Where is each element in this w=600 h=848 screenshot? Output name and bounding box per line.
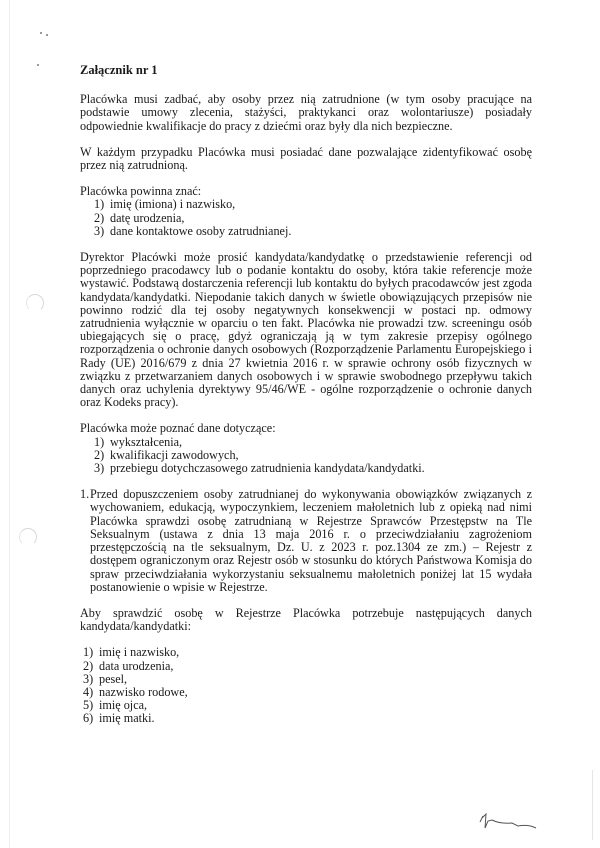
document-title: Załącznik nr 1 bbox=[80, 63, 158, 77]
paragraph-qualifications: Placówka musi zadbać, aby osoby przez nią zatrudnione (w tym osoby pracujące na podstawie umowy zlecenia, stażyści, praktykanci oraz wolontariusze) posiadały odpowiednie kwalifikacje do pracy z dziećmi oraz były dla nich bezpieczne. bbox=[80, 92, 532, 133]
list-item: 1) imię i nazwisko, bbox=[83, 645, 180, 660]
list-item: 1) wykształcenia, bbox=[94, 434, 183, 449]
numbered-paragraph-register-check: 1. Przed dopuszczeniem osoby zatrudnianej do wykonywania obowiązków związanych z wychowaniem, edukacją, wypoczynkiem, leczeniem małoletnich lub z opieką nad nimi Placówka sprawdzi osobę zatrudnianą w Rejestrze Sprawców Przestępstw na Tle Seksualnym (ustawa z dnia 13 maja 2016 r. o przeciwdziałaniu zagrożeniom przestępczością na tle seksualnym, Dz. U. z 2023 r. poz.1304 ze zm.) – Rejestr z dostępem ograniczonym oraz Rejestr osób w stosunku do których Państwowa Komisja do spraw przeciwdziałania wykorzystaniu seksualnemu małoletnich poniżej lat 15 wydała postanowienie o wpisie w Rejestrze. bbox=[80, 487, 532, 594]
paragraph-should-know-intro: Placówka powinna znać: bbox=[80, 184, 202, 199]
list-item: 3) pesel, bbox=[83, 671, 128, 686]
scan-speck bbox=[46, 34, 48, 36]
list-item: 2) data urodzenia, bbox=[83, 658, 174, 673]
document-body bbox=[80, 64, 532, 726]
scan-speck bbox=[37, 64, 39, 66]
scan-page-edge bbox=[9, 0, 10, 848]
list-item: 1) imię (imiona) i nazwisko, bbox=[94, 197, 236, 212]
paragraph-references: Dyrektor Placówki może prosić kandydata/kandydatkę o przedstawienie referencji od poprzedniego pracodawcy lub o podanie kontaktu do osoby, która takie referencje może wystawić. Podstawą dostarczenia referencji lub kontaktu do byłych pracodawców jest zgoda kandydata/kandydatki. Niepodanie takich danych w świetle obowiązujących przepisów nie powinno rodzić dla tej osoby negatywnych konsekwencji w postaci np. odmowy zatrudnienia wyłącznie w oparciu o ten fakt. Placówka nie prowadzi tzw. screeningu osób ubiegających się o pracę, gdyż ograniczają ją w tym zakresie przepisy ogólnego rozporządzenia o ochronie danych osobowych (Rozporządzenie Parlamentu Europejskiego i Rady (UE) 2016/679 z dnia 27 kwietnia 2016 r. w sprawie ochrony osób fizycznych w związku z przetwarzaniem danych osobowych i w sprawie swobodnego przepływu takich danych oraz uchylenia dyrektywy 95/46/WE - ogólne rozporządzenie o ochronie danych oraz Kodeks pracy). bbox=[80, 250, 532, 410]
list-may-know bbox=[80, 436, 532, 476]
punch-hole-mark bbox=[26, 294, 44, 312]
list-item: 2) kwalifikacji zawodowych, bbox=[94, 447, 239, 462]
signature-initials-icon bbox=[478, 812, 548, 841]
list-item: 3) dane kontaktowe osoby zatrudnianej. bbox=[94, 223, 292, 238]
list-register-data bbox=[80, 646, 532, 725]
paragraph-identification: W każdym przypadku Placówka musi posiadać dane pozwalające zidentyfikować osobę przez nią zatrudnioną. bbox=[80, 144, 532, 173]
paragraph-register-data-intro: Aby sprawdzić osobę w Rejestrze Placówka potrzebuje następujących danych kandydata/kandydatki: bbox=[80, 605, 532, 634]
list-item: 2) datę urodzenia, bbox=[94, 210, 185, 225]
list-item: 5) imię ojca, bbox=[83, 698, 148, 713]
list-item: 4) nazwisko rodowe, bbox=[83, 684, 188, 699]
list-should-know bbox=[80, 198, 532, 238]
list-item: 6) imię matki. bbox=[83, 711, 155, 726]
list-item: 3) przebiegu dotychczasowego zatrudnienia kandydata/kandydatki. bbox=[94, 461, 425, 476]
scan-speck bbox=[40, 32, 42, 34]
paragraph-may-know-intro: Placówka może poznać dane dotyczące: bbox=[80, 421, 276, 436]
scan-page-edge-right bbox=[592, 770, 593, 840]
punch-hole-mark bbox=[19, 528, 37, 546]
